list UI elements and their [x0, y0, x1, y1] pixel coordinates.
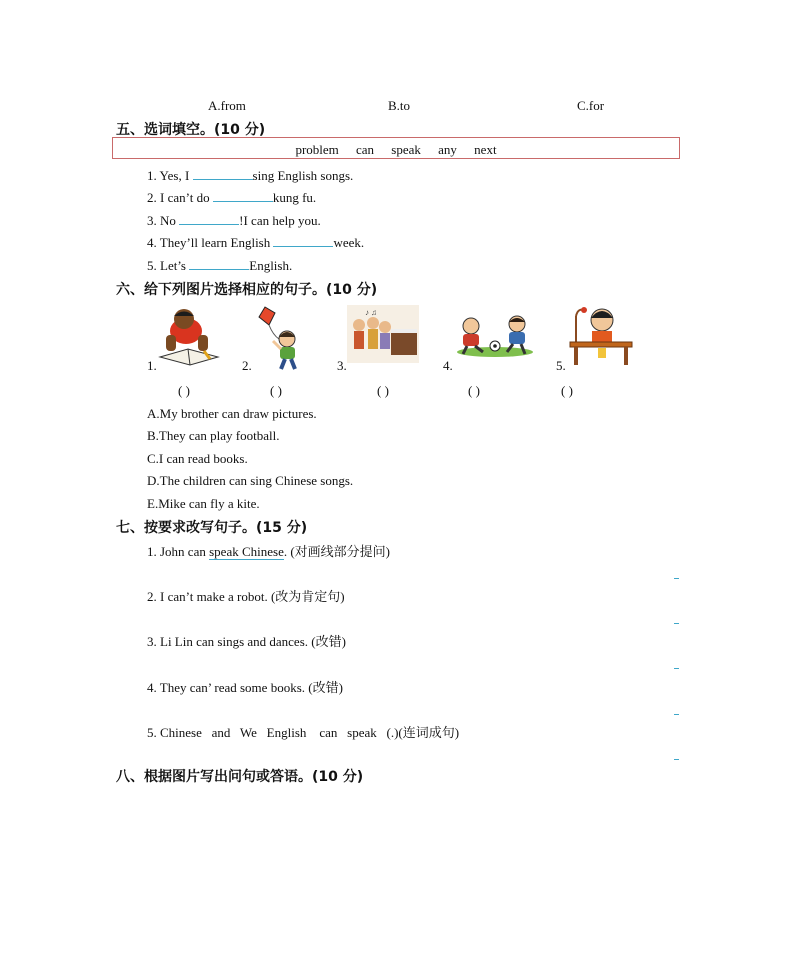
pic-num-5: 5. — [556, 358, 566, 373]
answer-line-3[interactable] — [674, 668, 679, 669]
s7-q3: 3. Li Lin can sings and dances. (改错) — [147, 634, 346, 649]
s7-q2: 2. I can’t make a robot. (改为肯定句) — [147, 589, 345, 604]
boy-drawing-icon — [158, 305, 220, 367]
blank-4[interactable] — [273, 234, 333, 247]
singing-children-icon — [347, 305, 419, 363]
section6-heading: 六、给下列图片选择相应的句子。(10 分) — [116, 282, 378, 298]
svg-text:♪ ♫: ♪ ♫ — [365, 308, 377, 317]
section5-heading: 五、选词填空。(10 分) — [116, 122, 266, 138]
s5-item-4: 4. They’ll learn English week. — [147, 235, 365, 250]
answer-paren-5[interactable]: ( ) — [561, 383, 573, 398]
answer-paren-1[interactable]: ( ) — [178, 383, 190, 398]
answer-paren-3[interactable]: ( ) — [377, 383, 389, 398]
answer-paren-4[interactable]: ( ) — [468, 383, 480, 398]
option-b: B.to — [388, 98, 411, 113]
word-bank-box — [112, 137, 680, 159]
option-c: C.for — [577, 98, 605, 113]
blank-2[interactable] — [213, 189, 273, 202]
choice-e: E.Mike can fly a kite. — [147, 496, 260, 511]
answer-line-4[interactable] — [674, 714, 679, 715]
pic-num-1: 1. — [147, 358, 157, 373]
s7-q5: 5. Chinese and We English can speak (.)(连词成句) — [147, 725, 460, 740]
blank-1[interactable] — [193, 167, 253, 180]
word-bank: problem can speak any next — [295, 142, 497, 157]
choice-c: C.I can read books. — [147, 451, 248, 466]
section8-heading: 八、根据图片写出问句或答语。(10 分) — [116, 769, 364, 785]
blank-3[interactable] — [179, 212, 239, 225]
pic-num-4: 4. — [443, 358, 453, 373]
pic-num-2: 2. — [242, 358, 252, 373]
answer-line-2[interactable] — [674, 623, 679, 624]
s5-item-2: 2. I can’t do kung fu. — [147, 190, 317, 205]
kite-boy-icon — [255, 305, 310, 371]
answer-line-5[interactable] — [674, 759, 679, 760]
choice-b: B.They can play football. — [147, 428, 280, 443]
s5-item-3: 3. No !I can help you. — [147, 213, 321, 228]
football-kids-icon — [455, 312, 535, 357]
pic-num-3: 3. — [337, 358, 347, 373]
s5-item-1: 1. Yes, I sing English songs. — [147, 168, 354, 183]
s7-q4: 4. They can’ read some books. (改错) — [147, 680, 343, 695]
underlined-phrase: speak Chinese — [209, 544, 284, 559]
reading-boy-icon — [568, 304, 634, 366]
answer-paren-2[interactable]: ( ) — [270, 383, 282, 398]
option-a: A.from — [208, 98, 246, 113]
s7-q1: 1. John can speak Chinese. (对画线部分提问) — [147, 544, 391, 559]
choice-a: A.My brother can draw pictures. — [147, 406, 317, 421]
s5-item-5: 5. Let’s English. — [147, 258, 293, 273]
blank-5[interactable] — [189, 257, 249, 270]
section7-heading: 七、按要求改写句子。(15 分) — [116, 520, 308, 536]
choice-d: D.The children can sing Chinese songs. — [147, 473, 354, 488]
answer-line-1[interactable] — [674, 578, 679, 579]
